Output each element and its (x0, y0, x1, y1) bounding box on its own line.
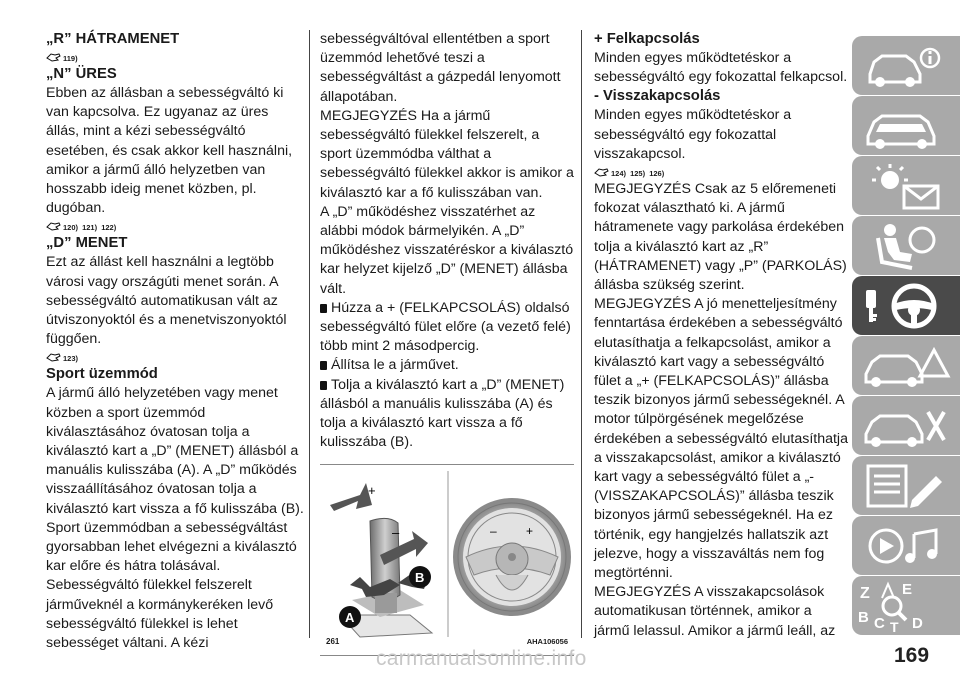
bullet-square-icon (320, 381, 327, 390)
car-info-icon (852, 36, 960, 95)
note-shift-paddles: MEGJEGYZÉS Ha a jármű sebességváltó fülekkel felszerelt, a sport üzemmódba válthat a sebességváltó fülekkel akkor is amikor a kiválasztó kar a fő kulisszában van. (320, 107, 574, 201)
bullet-square-icon (320, 361, 327, 370)
heading-upshift: + Felkapcsolás (594, 31, 700, 47)
column-divider-2 (581, 30, 582, 638)
figure-gear-selector-steering-wheel (320, 464, 574, 656)
note-auto-downshift: MEGJEGYZÉS A visszakapcsolások automatikusan történnek, amikor a jármű lelassul. Amikor a jármű leáll, az (594, 584, 836, 639)
car-warning-triangle-icon (852, 336, 960, 395)
tab-dashboard[interactable] (852, 96, 960, 155)
index-letter-t: T (890, 619, 899, 635)
figure-number: 261 (326, 637, 340, 647)
car-tools-icon (852, 396, 960, 455)
column-3 (594, 30, 848, 641)
wheel-minus-label: – (490, 524, 497, 539)
paragraph-downshift: Minden egyes működtetéskor a sebességváltó egy fokozattal visszakapcsol. (594, 107, 792, 162)
warning-ref-123: 123) (46, 350, 304, 363)
chapter-tab-sidebar (852, 36, 960, 636)
tab-emergency[interactable] (852, 336, 960, 395)
index-letter-b: B (858, 609, 869, 626)
index-letter-c: C (874, 615, 885, 632)
page-number: 169 (894, 644, 930, 667)
tab-car-info[interactable] (852, 36, 960, 95)
plus-label: + (368, 483, 376, 499)
heading-downshift: - Visszakapcsolás (594, 88, 721, 105)
note-performance: MEGJEGYZÉS A jó menetteljesítmény fenntartása érdekében a sebességváltó elutasíthatja a felkapcsolást, amikor a kiválasztó kart vagy a sebességváltó fület a „+ (FELKAPCSOLÁS)” állásba teszik bizonyos jármű sebességeknél. A motor túlpörgésének megelőzése érdekében a sebességváltó elutasíthatja a visszakapcsolást, amikor a kiválasztó kart vagy a sebességváltó fület a „- (VISSZAKAPCSOLÁS)” állásba teszik bizonyos jármű sebességeknél. Ha ez történik, egy hangjelzés hallatszik azt jelezve, hogy a visszaváltás nem fog megtörténni. (594, 296, 848, 582)
label-a: A (345, 610, 355, 626)
figure-code: AHA106056 (526, 637, 568, 647)
warning-hand-icon (46, 221, 61, 231)
paragraph-upshift: Minden egyes működtetéskor a sebességváltó egy fokozattal felkapcsol. (594, 50, 848, 86)
heading-sport-mode: Sport üzemmód (46, 366, 158, 383)
dashboard-car-icon (852, 96, 960, 155)
heading-d-drive: „D” MENET (46, 235, 128, 252)
warning-hand-icon (46, 352, 61, 362)
tab-starting-driving[interactable] (852, 276, 960, 335)
paragraph-sport-1: A jármű álló helyzetében vagy menet közben a sport üzemmód kiválasztásához óvatosan tolja a kiválasztó kart a „D” (MENET) állásból a manuális kulisszába (A). A „D” működés visszaállításához óvatosan tolja a kiválasztó kart vissza a fő kulisszába (B). (46, 385, 304, 517)
tab-index[interactable] (852, 576, 960, 635)
steering-wheel (454, 499, 570, 615)
index-letter-z: Z (860, 585, 870, 602)
multimedia-icon (852, 516, 960, 575)
column-divider-1 (309, 30, 310, 638)
warning-ref-119: 119) (46, 50, 304, 63)
seat-airbag-icon (852, 216, 960, 275)
heading-n-neutral: „N” ÜRES (46, 66, 117, 82)
paragraph-return-d: A „D” működéshez visszatérhet az alábbi módok bármelyikén. A „D” működéshez visszatéréskor a kiválasztó kar helyzet kijelző „D” (MENET) állásba vált. (320, 203, 574, 297)
minus-label: – (392, 525, 400, 541)
bullet-2: Állítsa le a járművet. (320, 356, 574, 375)
warning-ref-124-126: 124) 125) 126) (594, 165, 848, 178)
gear-lever-wheel-illustration (320, 465, 574, 655)
wheel-plus-label: + (526, 524, 534, 539)
warning-ref-120-122: 120) 121) 122) (46, 219, 304, 232)
warning-light-mail-icon (852, 156, 960, 215)
alphabet-index-icon (852, 576, 960, 635)
index-letter-d: D (912, 615, 923, 632)
bullet-3: Tolja a kiválasztó kart a „D” (MENET) állásból a manuális kulisszába (A) és tolja a kiválasztó kart vissza a fő kulisszába (B). (320, 376, 565, 451)
paragraph-drive: Ezt az állást kell használni a legtöbb városi vagy országúti menet során. A sebességváltó automatikusan vált az útviszonyoktól és a menetviszonyoktól függően. (46, 254, 287, 348)
paragraph-sport-2: Sport üzemmódban a sebességváltást gyorsabban lehet elvégezni a kiválasztó kar előre és hátra tolásával. Sebességváltó fülekkel felszerelt járműveknél a kormánykeréken levő sebességváltó fülekkel is lehet sebességet váltani. A kézi (46, 519, 297, 652)
tab-safety[interactable] (852, 216, 960, 275)
paragraph-continued: sebességváltóval ellentétben a sport üzemmód lehetővé teszi a sebességváltást a gázpedál lenyomott állapotában. (320, 31, 561, 105)
tab-warning-lights[interactable] (852, 156, 960, 215)
arrow-up-icon (330, 483, 372, 511)
label-b: B (415, 570, 425, 586)
note-gears: MEGJEGYZÉS Csak az 5 előremeneti fokozat választható ki. A jármű hátramenete vagy parkolása érdekében tolja a kiválasztó kart az „R” (HÁTRAMENET) vagy „P” (PARKOLÁS) állásba szükség szerint. (594, 181, 847, 294)
key-steering-wheel-icon (852, 276, 960, 335)
index-letter-e: E (902, 581, 913, 598)
bullet-1: Húzza a + (FELKAPCSOLÁS) oldalsó sebességváltó fület előre (a vezető felé) több mint 2 másodpercig. (320, 299, 571, 355)
watermark: carmanualsonline.info (376, 647, 587, 670)
warning-hand-icon (46, 52, 61, 62)
paragraph-neutral: Ebben az állásban a sebességváltó ki van kapcsolva. Ez ugyanaz az üres állás, mint a kézi sebességváltó esetében, és csak akkor kell használni, amikor a jármű álló helyzetben van hosszabb ideig menet közben, pl. dugóban. (46, 85, 293, 217)
heading-r-reverse: „R” HÁTRAMENET (46, 31, 180, 47)
tab-maintenance[interactable] (852, 396, 960, 455)
column-1 (46, 30, 304, 653)
tab-multimedia[interactable] (852, 516, 960, 575)
warning-hand-icon (594, 167, 609, 177)
specifications-list-icon (852, 456, 960, 515)
column-2 (320, 30, 574, 656)
bullet-square-icon (320, 304, 327, 313)
tab-specifications[interactable] (852, 456, 960, 515)
